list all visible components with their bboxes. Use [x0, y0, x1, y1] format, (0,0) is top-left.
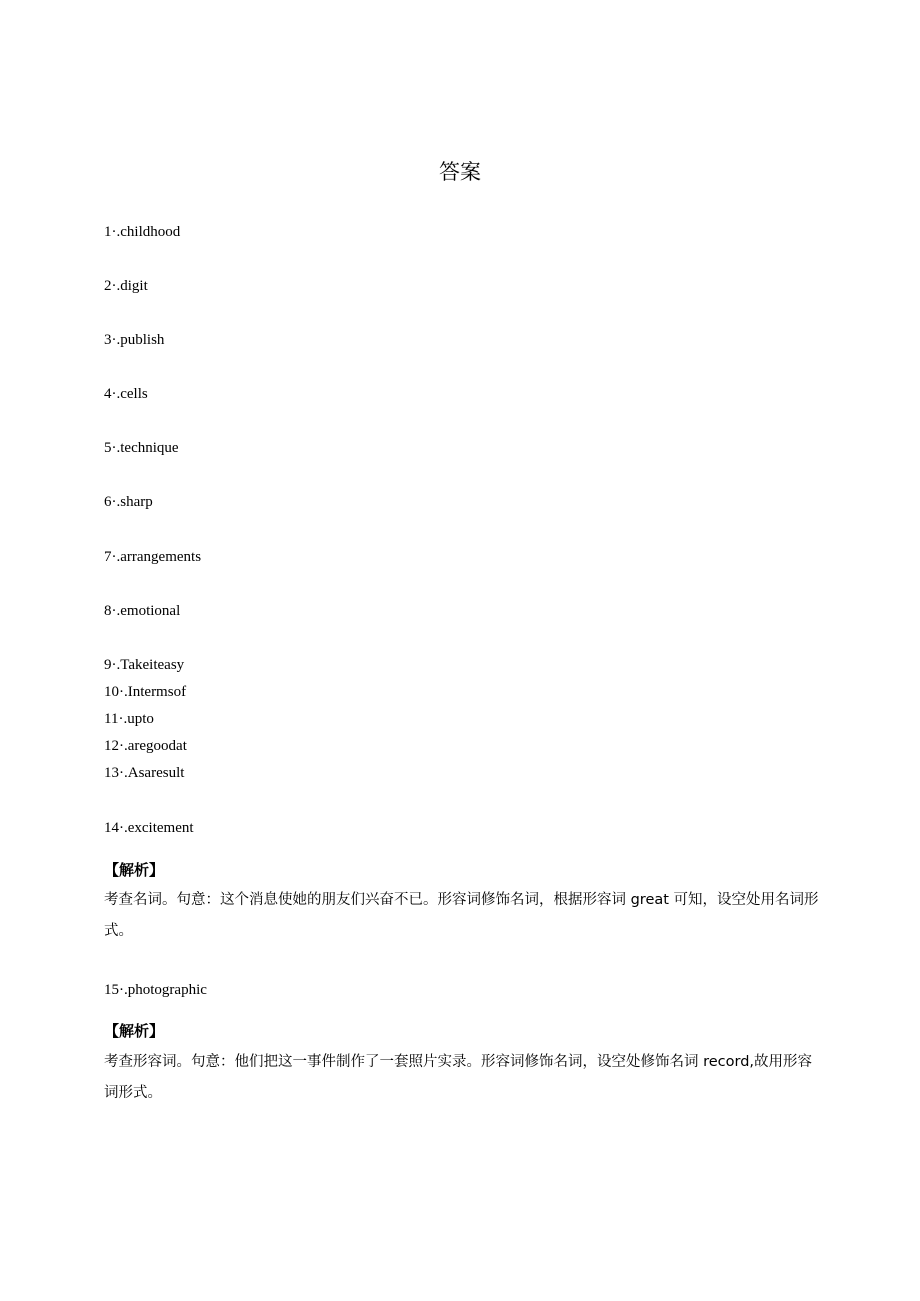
- answer-6: 6·.sharp: [104, 494, 153, 510]
- answer-7: 7·.arrangements: [104, 549, 202, 565]
- explanation-label-14: 【解析】: [104, 861, 165, 879]
- page-title: 答案: [439, 160, 481, 184]
- answer-12: 12·.aregoodat: [104, 738, 187, 754]
- answer-9: 9·.Takeiteasy: [104, 657, 185, 673]
- answer-13: 13·.Asaresult: [104, 765, 185, 781]
- answer-11: 11·.upto: [104, 711, 154, 727]
- answer-8: 8·.emotional: [104, 603, 181, 619]
- answer-1: 1·.childhood: [104, 224, 181, 240]
- answer-5: 5·.technique: [104, 440, 179, 456]
- answer-4: 4·.cells: [104, 386, 148, 402]
- answer-10: 10·.Intermsof: [104, 684, 187, 700]
- answer-3: 3·.publish: [104, 332, 165, 348]
- explanation-text-14: 考查名词。句意：这个消息使她的朋友们兴奋不已。形容词修饰名词，根据形容词 great 可知，设空处用名词形式。: [104, 892, 819, 939]
- answer-14: 14·.excitement: [104, 820, 194, 836]
- answer-2: 2·.digit: [104, 278, 148, 294]
- answer-15: 15·.photographic: [104, 982, 207, 998]
- explanation-label-15: 【解析】: [104, 1022, 165, 1040]
- explanation-text-15: 考查形容词。句意：他们把这一事件制作了一套照片实录。形容词修饰名词，设空处修饰名词 record,故用形容词形式。: [104, 1054, 813, 1101]
